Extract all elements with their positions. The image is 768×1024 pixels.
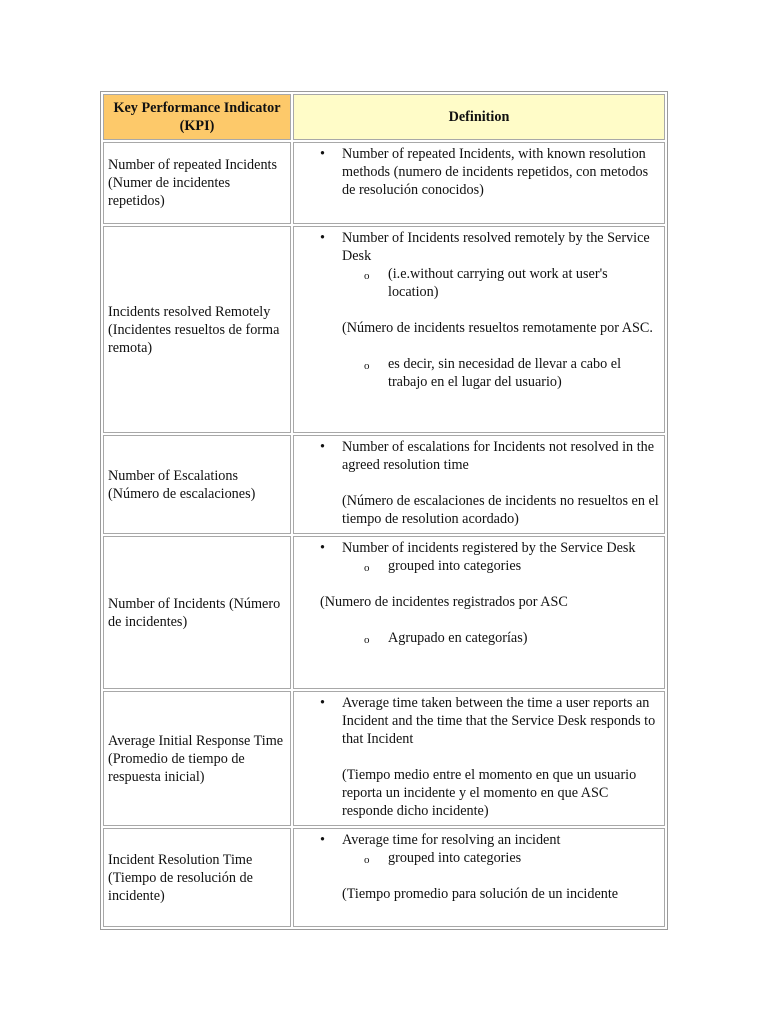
table-row — [103, 536, 665, 689]
subitem-text: es decir, sin necesidad de llevar a cabo el trabajo en el lugar del usuario) — [388, 356, 622, 390]
table-row — [103, 828, 665, 927]
kpi-definition — [293, 536, 665, 689]
bullet-text: Number of repeated Incidents, with known resolution methods (numero de incidents repetidos, con metodos de resolución conocidos) — [342, 146, 649, 198]
definition-bullet — [294, 229, 660, 265]
bullet-icon: • — [320, 230, 325, 246]
definition-subitem — [294, 629, 660, 647]
definition-subitem — [294, 265, 660, 301]
subitem-text: grouped into categories — [388, 558, 522, 574]
definition-bullet — [294, 539, 660, 557]
kpi-name: Number of Escalations (Número de escalaciones) — [103, 435, 291, 534]
definition-bullet — [294, 438, 660, 474]
definition-note: (Número de escalaciones de incidents no resueltos en el tiempo de resolution acordado) — [342, 493, 659, 527]
kpi-definition — [293, 226, 665, 433]
kpi-definition — [293, 142, 665, 224]
definition-note: (Tiempo promedio para solución de un incidente — [342, 886, 619, 902]
kpi-definition — [293, 435, 665, 534]
kpi-name: Number of repeated Incidents (Numer de incidentes repetidos) — [103, 142, 291, 224]
bullet-text: Average time for resolving an incident — [342, 832, 561, 848]
definition-note: (Número de incidents resueltos remotamente por ASC. — [342, 320, 653, 336]
kpi-name: Average Initial Response Time (Promedio de tiempo de respuesta inicial) — [103, 691, 291, 826]
bullet-icon: • — [320, 439, 325, 455]
subitem-text: Agrupado en categorías) — [388, 630, 528, 646]
bullet-icon: • — [320, 695, 325, 711]
kpi-definition — [293, 691, 665, 826]
kpi-column-header: Key Performance Indicator (KPI) — [103, 94, 291, 140]
definition-column-header: Definition — [293, 94, 665, 140]
kpi-definition — [293, 828, 665, 927]
circle-bullet-icon: o — [364, 360, 370, 372]
kpi-name: Incidents resolved Remotely (Incidentes resueltos de forma remota) — [103, 226, 291, 433]
kpi-name: Number of Incidents (Número de incidentes) — [103, 536, 291, 689]
table-row — [103, 691, 665, 826]
header-row — [103, 94, 665, 140]
definition-note: (Numero de incidentes registrados por ASC — [320, 594, 568, 610]
definition-bullet — [294, 831, 660, 849]
definition-subitem — [294, 557, 660, 575]
table-row — [103, 142, 665, 224]
bullet-text: Number of incidents registered by the Service Desk — [342, 540, 636, 556]
definition-bullet — [294, 145, 660, 199]
definition-subitem — [294, 355, 660, 391]
circle-bullet-icon: o — [364, 634, 370, 646]
bullet-text: Average time taken between the time a user reports an Incident and the time that the Service Desk responds to that Incident — [342, 695, 656, 747]
circle-bullet-icon: o — [364, 562, 370, 574]
kpi-name: Incident Resolution Time (Tiempo de resolución de incidente) — [103, 828, 291, 927]
definition-note: (Tiempo medio entre el momento en que un usuario reporta un incidente y el momento en que ASC responde dicho incidente) — [342, 767, 637, 819]
table-row — [103, 435, 665, 534]
kpi-table — [100, 91, 668, 930]
bullet-text: Number of Incidents resolved remotely by the Service Desk — [342, 230, 650, 264]
table-row — [103, 226, 665, 433]
bullet-icon: • — [320, 146, 325, 162]
definition-subitem — [294, 849, 660, 867]
bullet-text: Number of escalations for Incidents not resolved in the agreed resolution time — [342, 439, 655, 473]
circle-bullet-icon: o — [364, 270, 370, 282]
subitem-text: (i.e.without carrying out work at user's location) — [388, 266, 608, 300]
subitem-text: grouped into categories — [388, 850, 522, 866]
circle-bullet-icon: o — [364, 854, 370, 866]
bullet-icon: • — [320, 832, 325, 848]
definition-bullet — [294, 694, 660, 748]
bullet-icon: • — [320, 540, 325, 556]
